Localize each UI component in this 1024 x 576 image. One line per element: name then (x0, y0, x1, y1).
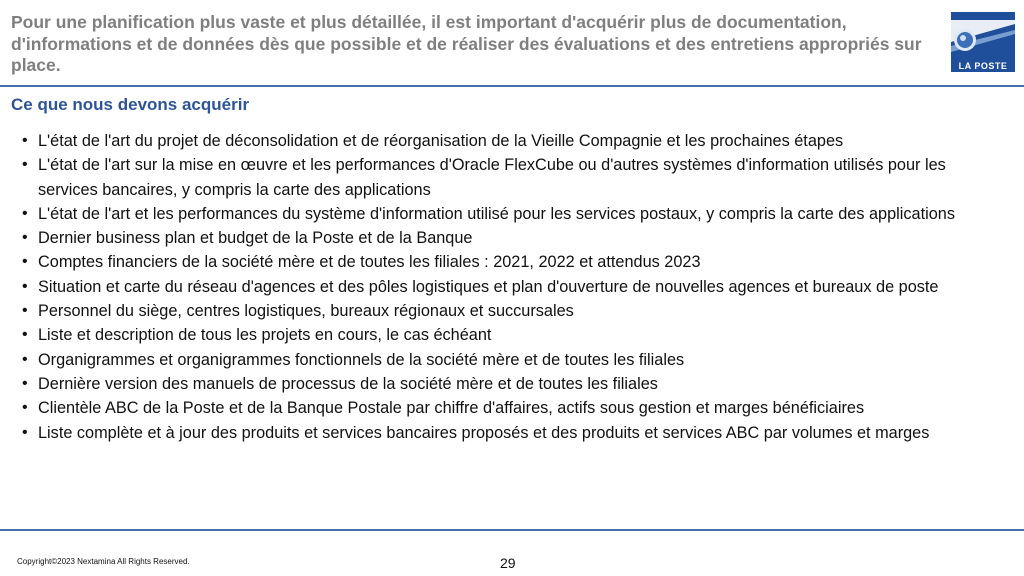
bullet-icon: • (22, 132, 28, 149)
list-item-text: Organigrammes et organigrammes fonctionnels de la société mère et de toutes les filiales (38, 350, 685, 369)
bullet-icon: • (22, 374, 28, 392)
section-title: Ce que nous devons acquérir (11, 95, 250, 114)
bullet-icon: • (22, 156, 28, 174)
list-item (22, 348, 997, 372)
bullet-icon: • (22, 277, 28, 295)
copyright-notice: Copyright©2023 Nextamina All Rights Reserved. (17, 557, 190, 566)
list-item-text: Liste et description de tous les projets en cours, le cas échéant (38, 326, 492, 345)
bullet-icon: • (22, 350, 28, 368)
list-item (22, 129, 997, 153)
list-item (22, 421, 997, 445)
list-item (22, 153, 997, 202)
list-item-text: Clientèle ABC de la Poste et de la Banque Postale par chiffre d'affaires, actifs sous gestion et marges bénéficiaires (38, 399, 865, 418)
logo-wordmark: LA POSTE (958, 61, 1008, 71)
bullet-icon: • (22, 423, 28, 441)
bullet-icon: • (22, 399, 28, 417)
list-item (22, 396, 997, 420)
list-item-text: L'état de l'art sur la mise en œuvre et les performances d'Oracle FlexCube ou d'autres systèmes d'information utilisés pour les services bancaires, y compris la carte des applications (38, 156, 946, 199)
list-item-text: Personnel du siège, centres logistiques, bureaux régionaux et succursales (38, 302, 574, 321)
list-item-text: Liste complète et à jour des produits et services bancaires proposés et des produits et services ABC par volumes et marges (38, 423, 930, 442)
list-item-text: L'état de l'art du projet de déconsolidation et de réorganisation de la Vieille Compagnie et les prochaines étapes (38, 132, 844, 150)
bullet-icon: • (22, 229, 28, 247)
page-number: 29 (500, 555, 516, 571)
list-item (22, 226, 997, 250)
header-divider (0, 85, 1024, 87)
list-item-text: Situation et carte du réseau d'agences et des pôles logistiques et plan d'ouverture de nouvelles agences et bureaux de poste (38, 277, 939, 296)
bullet-icon: • (22, 204, 28, 222)
list-item (22, 372, 997, 396)
list-item (22, 202, 997, 226)
list-item (22, 323, 997, 347)
list-item-text: L'état de l'art et les performances du système d'information utilisé pour les services postaux, y compris la carte des applications (38, 204, 955, 223)
bullet-icon: • (22, 326, 28, 344)
footer-divider (0, 529, 1024, 531)
list-item (22, 299, 997, 323)
la-poste-logo (951, 12, 1015, 72)
list-item (22, 250, 997, 274)
list-item (22, 275, 997, 299)
list-item-text: Dernier business plan et budget de la Poste et de la Banque (38, 229, 473, 248)
bullet-icon: • (22, 302, 28, 320)
list-item-text: Dernière version des manuels de processus de la société mère et de toutes les filiales (38, 374, 658, 393)
slide-title: Pour une planification plus vaste et plus détaillée, il est important d'acquérir plus de documentation, d'informations et de données dès que possible et de réaliser des évaluations et des entretiens appropriés sur place. (11, 12, 922, 75)
requirements-list (22, 129, 997, 445)
bullet-icon: • (22, 253, 28, 271)
list-item-text: Comptes financiers de la société mère et de toutes les filiales : 2021, 2022 et attendus 2023 (38, 253, 701, 272)
